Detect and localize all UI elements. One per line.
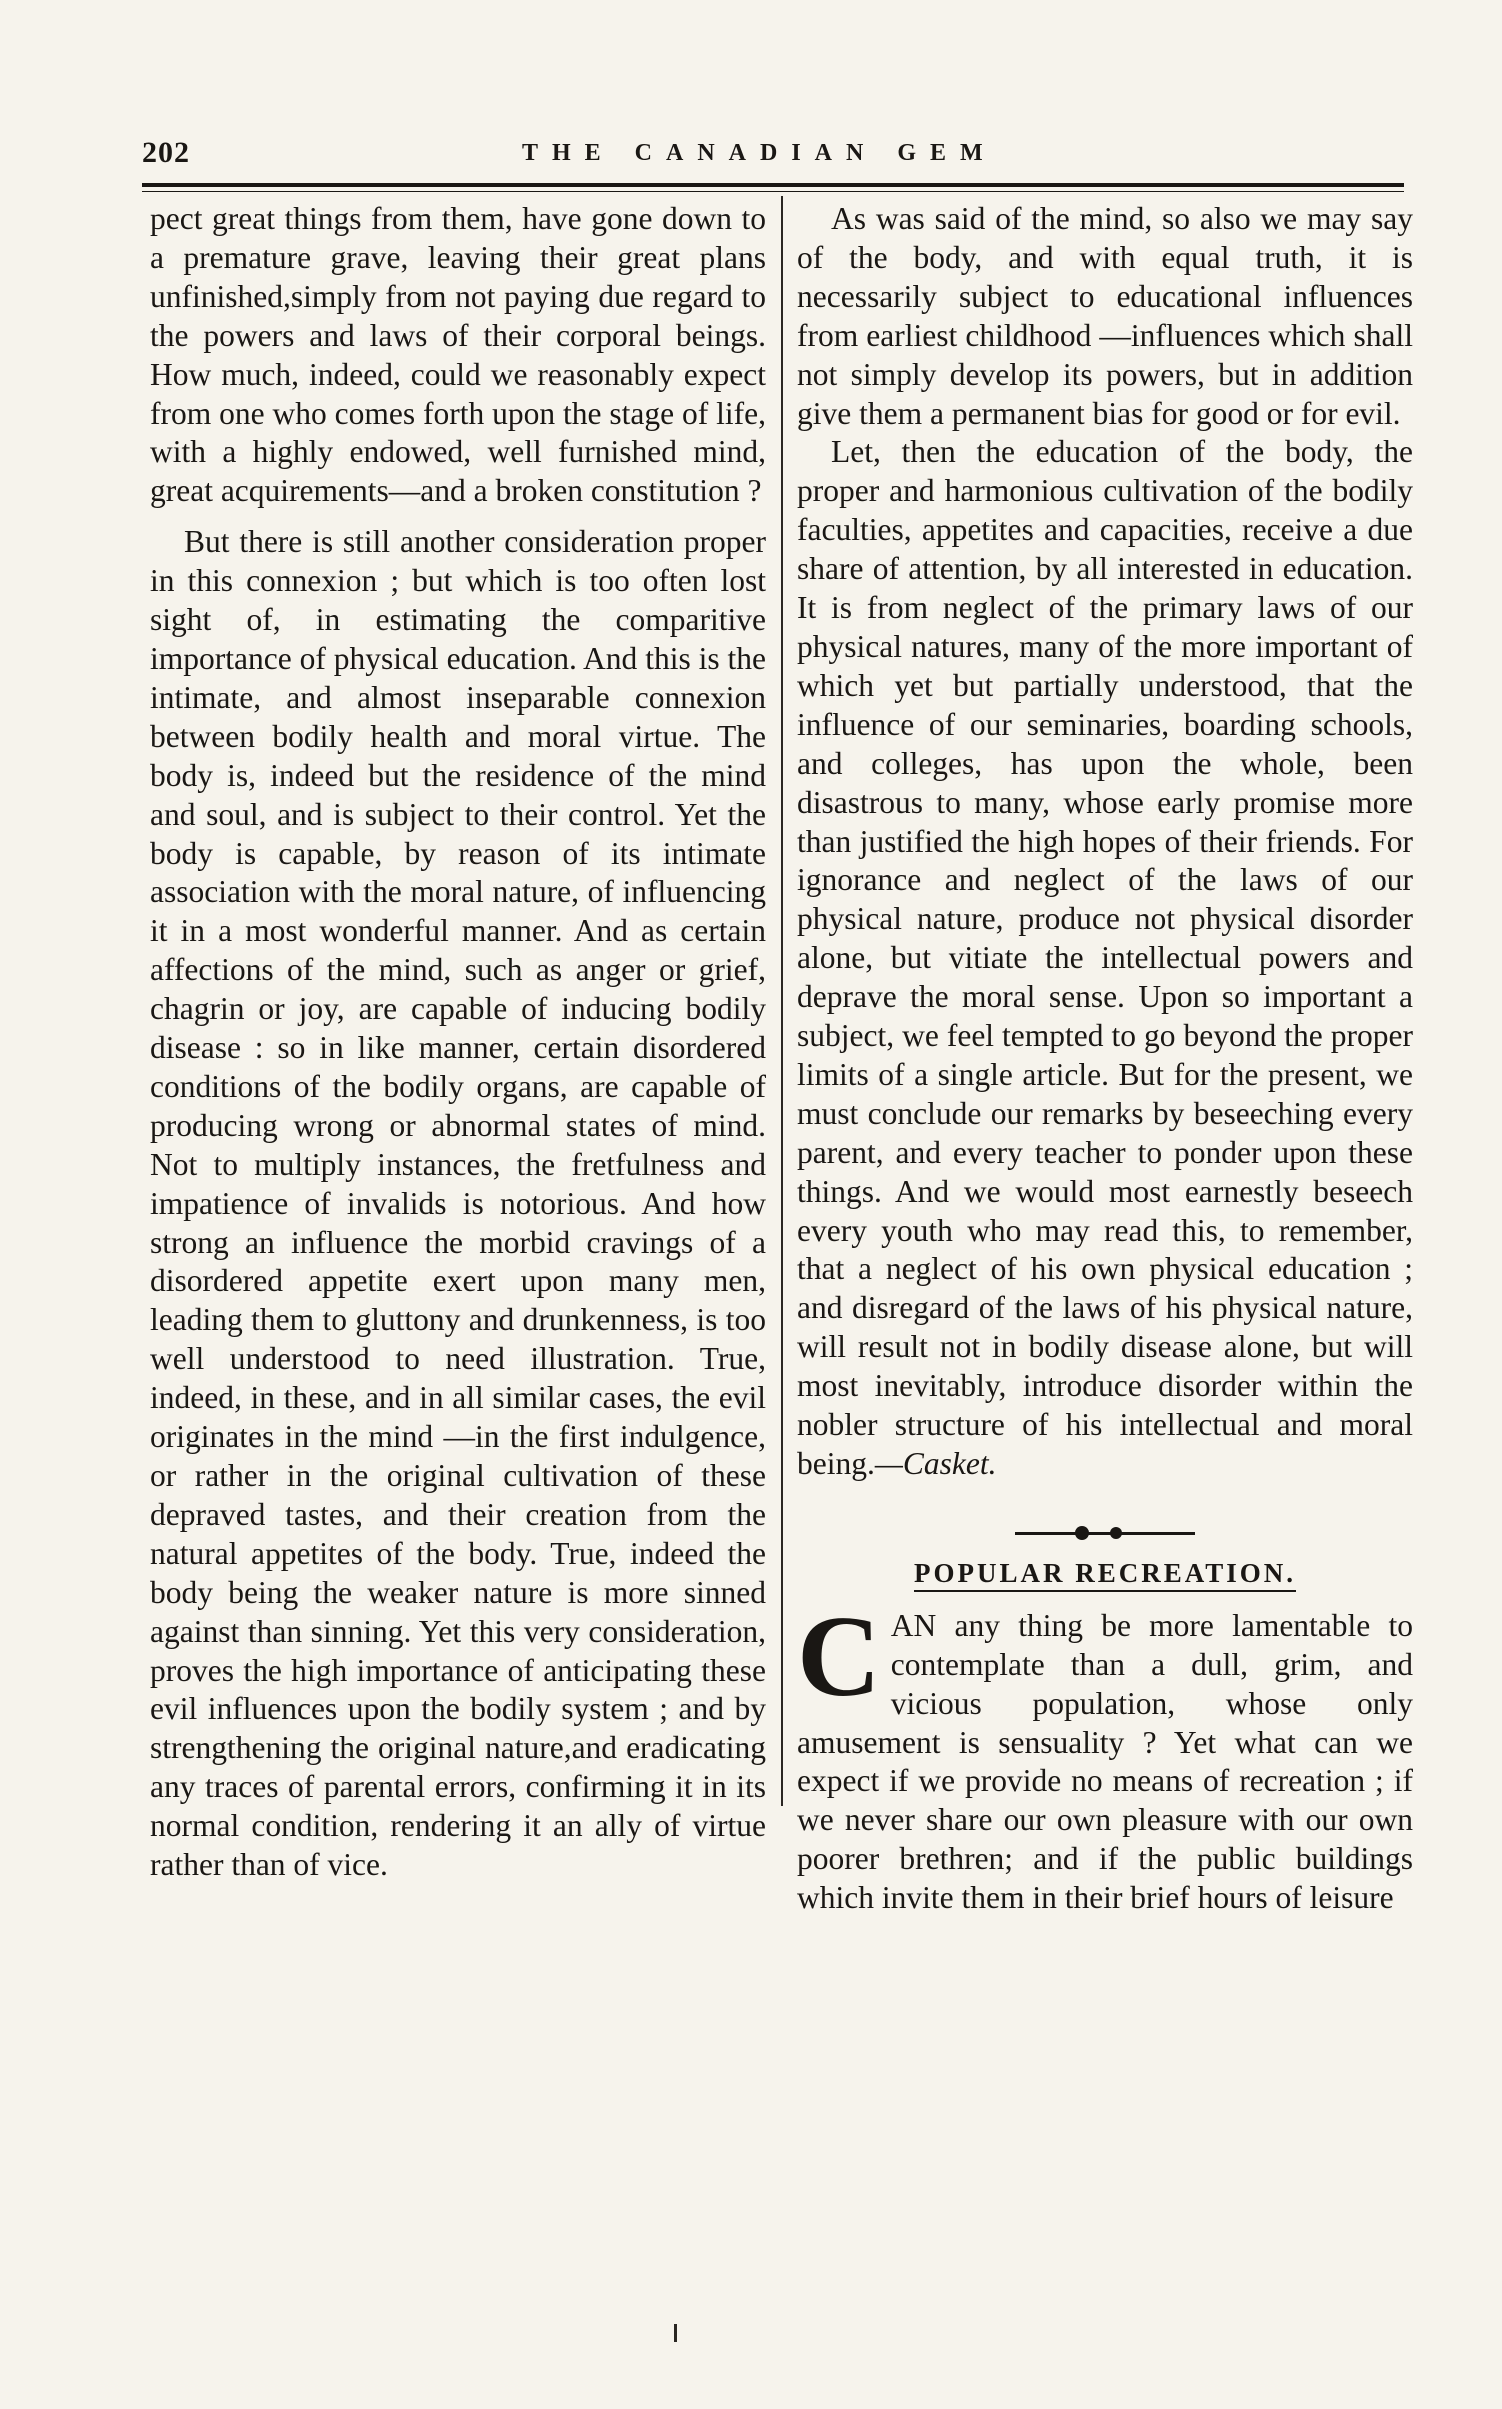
footer-mark bbox=[674, 2324, 677, 2342]
section-paragraph-text: any thing be more lamentable to contemplate than a dull, grim, and vicious population, whose only amusement is sensuality ? Yet what can we expect if we provide no means of recreation ; if we never share our own pleasure with our own poorer brethren; and if the public buildings which invite them in their brief hours of leisure bbox=[797, 1607, 1413, 1916]
column-divider bbox=[781, 196, 783, 1806]
left-paragraph-1: pect great things from them, have gone down to a premature grave, leaving their great plans unfinished,simply from not paying due regard to the powers and laws of their corporal beings. How much, indeed, could we reasonably expect from one who comes forth upon the stage of life, with a highly endowed, well furnished mind, great acquirements—and a broken constitution ? bbox=[150, 201, 766, 509]
left-column bbox=[150, 200, 766, 1885]
ornament-rule bbox=[1015, 1532, 1195, 1535]
article-attribution: —Casket. bbox=[874, 1446, 997, 1481]
section-paragraph bbox=[797, 1592, 1413, 1918]
page-header bbox=[142, 136, 1402, 176]
header-rule-thin bbox=[142, 191, 1404, 192]
header-rule-thick bbox=[142, 183, 1404, 187]
section-title bbox=[797, 1554, 1413, 1593]
drop-cap-letter: C bbox=[797, 1592, 881, 1721]
drop-cap-continuation: AN bbox=[890, 1607, 937, 1643]
page-number: 202 bbox=[142, 136, 190, 169]
right-paragraph-2-text: Let, then the education of the body, the proper and harmonious cultivation of the bodily faculties, appetites and capacities, receive a due share of attention, by all interested in education. It is from neglect of the primary laws of our physical natures, many of the more important of which yet but partially understood, that the influence of our seminaries, boarding schools, and colleges, has upon the whole, been disastrous to many, whose early promise more than justified the high hopes of their friends. For ignorance and neglect of the laws of our physical nature, produce not physical disorder alone, but vitiate the intellectual powers and deprave the moral sense. Upon so important a subject, we feel tempted to go beyond the proper limits of a single article. But for the present, we must conclude our remarks by beseeching every parent, and every teacher to ponder upon these things. And we would most earnestly beseech every youth who may read this, to remember, that a neglect of his own physical education ; and disregard of the laws of his physical nature, will result not in bodily disease alone, but will most inevitably, introduce disorder within the nobler structure of his intellectual and moral being. bbox=[797, 434, 1413, 1481]
section-title-text: POPULAR RECREATION. bbox=[914, 1558, 1296, 1592]
section-ornament bbox=[797, 1512, 1413, 1532]
running-title: THE CANADIAN GEM bbox=[522, 140, 997, 166]
right-paragraph-2 bbox=[797, 433, 1413, 1483]
right-column bbox=[797, 200, 1413, 1918]
right-paragraph-1: As was said of the mind, so also we may say of the body, and with equal truth, it is necessarily subject to educational influences from earliest childhood —influences which shall not simply develop its powers, but in addition give them a permanent bias for good or for evil. bbox=[797, 201, 1413, 431]
left-paragraph-2: But there is still another consideration proper in this connexion ; but which is too often lost sight of, in estimating the comparitive importance of physical education. And this is the intimate, and almost inseparable connexion between bodily health and moral virtue. The body is, indeed but the residence of the mind and soul, and is subject to their control. Yet the body is capable, by reason of its intimate association with the moral nature, of influencing it in a most wonderful manner. And as certain affections of the mind, such as anger or grief, chagrin or joy, are capable of inducing bodily disease : so in like manner, certain disordered conditions of the bodily organs, are capable of producing wrong or abnormal states of mind. Not to multiply instances, the fretfulness and impatience of invalids is notorious. And how strong an influence the morbid cravings of a disordered appetite exert upon many men, leading them to gluttony and drunkenness, is too well understood to need illustration. True, indeed, in these, and in all similar cases, the evil originates in the mind —in the first indulgence, or rather in the original cultivation of these depraved tastes, and their creation from the natural appetites of the body. True, indeed the body being the weaker nature is more sinned against than sinning. Yet this very consideration, proves the high importance of anticipating these evil influences upon the bodily system ; and by strengthening the original nature,and eradicating any traces of parental errors, confirming it in its normal condition, rendering it an ally of virtue rather than of vice. bbox=[150, 524, 766, 1883]
